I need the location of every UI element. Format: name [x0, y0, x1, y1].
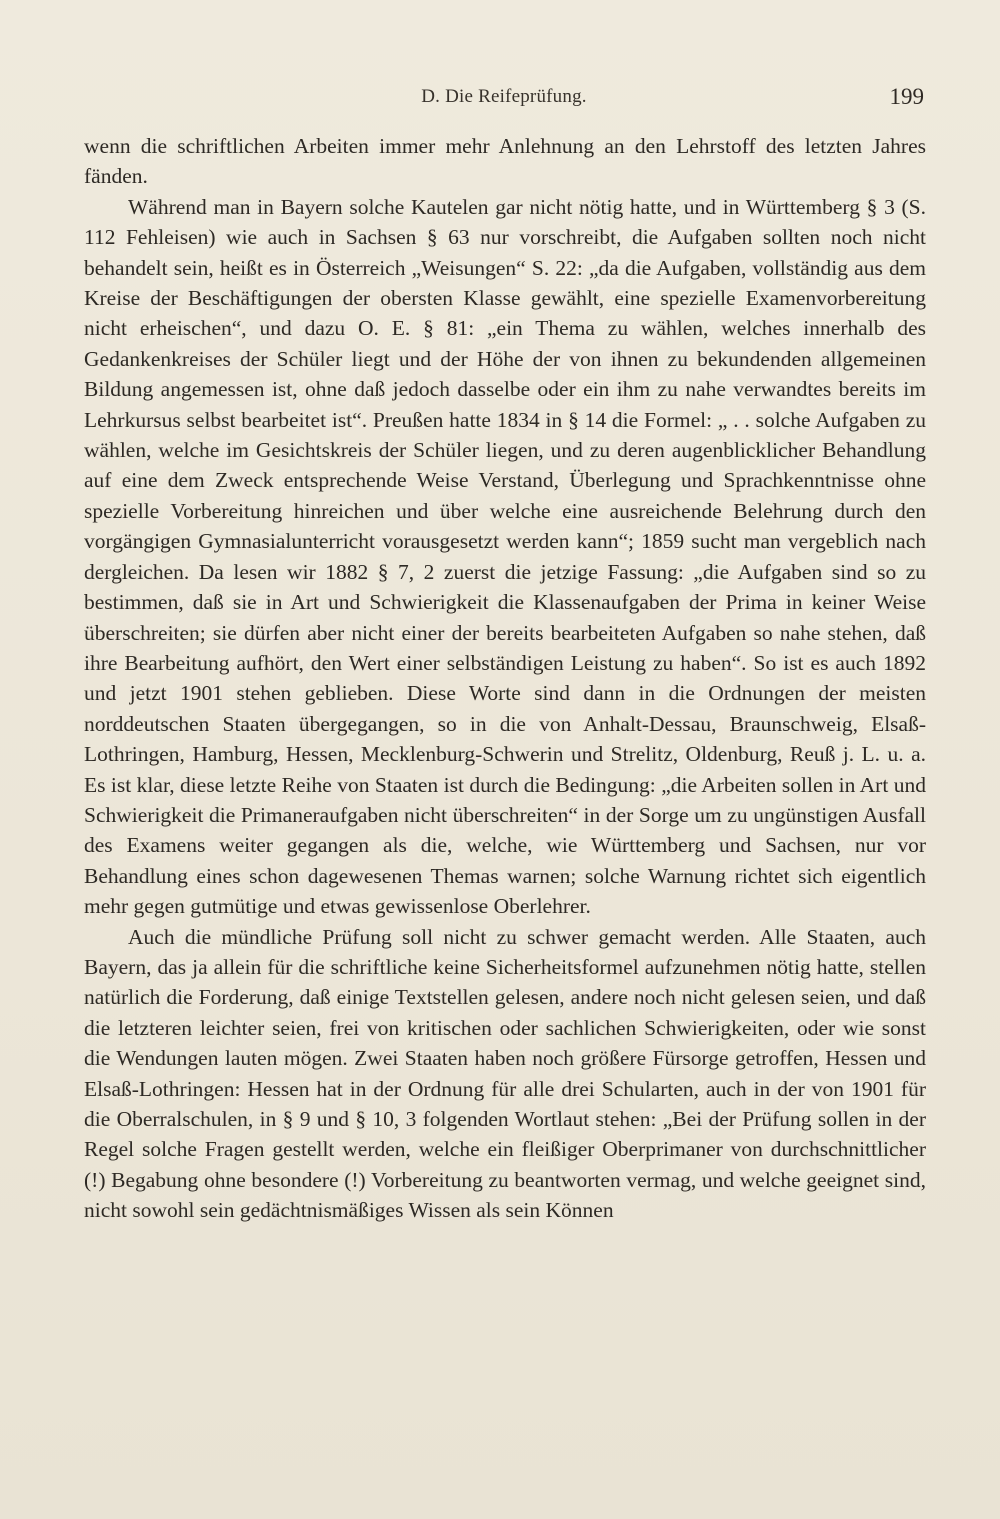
running-head	[84, 86, 924, 116]
page-number: 199	[889, 84, 924, 109]
running-head-title: D. Die Reifeprüfung.	[421, 86, 587, 107]
paragraph-continuation: wenn die schriftlichen Arbeiten immer mehr Anlehnung an den Lehrstoff des letzten Jahres fänden.	[84, 134, 926, 189]
paragraph: Auch die mündliche Prüfung soll nicht zu schwer gemacht werden. Alle Staaten, auch Bayern, das ja allein für die schriftliche keine Sicherheitsformel aufzunehmen nötig hatte, stellen natürlich die Forderung, daß einige Textstellen gelesen, andere noch nicht gelesen seien, und daß die letzteren leichter seien, frei von kritischen oder sachlichen Schwierigkeiten, oder wie sonst die Wendungen lauten mögen. Zwei Staaten haben noch größere Fürsorge getroffen, Hessen und Elsaß-Lothringen: Hessen hat in der Ordnung für alle drei Schularten, auch in der von 1901 für die Oberralschulen, in § 9 und § 10, 3 folgenden Wortlaut stehen: „Bei der Prüfung sollen in der Regel solche Fragen gestellt werden, welche ein fleißiger Oberprimaner von durchschnittlicher (!) Begabung ohne besondere (!) Vorbereitung zu beantworten vermag, und welche geeignet sind, nicht sowohl sein gedächtnismäßiges Wissen als sein Können	[84, 924, 926, 1223]
body-text	[84, 131, 926, 1226]
paragraph: Während man in Bayern solche Kautelen gar nicht nötig hatte, und in Württemberg § 3 (S. 112 Fehleisen) wie auch in Sachsen § 63 nur vorschreibt, die Aufgaben sollten noch nicht behandelt sein, heißt es in Österreich „Weisungen“ S. 22: „da die Aufgaben, vollständig aus dem Kreise der Beschäftigungen der obersten Klasse gewählt, eine spezielle Examenvorbereitung nicht erheischen“, und dazu O. E. § 81: „ein Thema zu wählen, welches innerhalb des Gedankenkreises der Schüler liegt und der Höhe der von ihnen zu bekundenden allgemeinen Bildung angemessen ist, ohne daß jedoch dasselbe oder ein ihm zu nahe verwandtes bereits im Lehrkursus selbst bearbeitet ist“. Preußen hatte 1834 in § 14 die Formel: „ . . solche Aufgaben zu wählen, welche im Gesichtskreis der Schüler liegen, und zu deren augenblicklicher Behandlung auf eine dem Zweck entsprechende Weise Verstand, Überlegung und Sprachkenntnisse ohne spezielle Vorbereitung hinreichen und über welche eine ausreichende Belehrung durch den vorgängigen Gymnasialunterricht vorausgesetzt werden kann“; 1859 sucht man vergeblich nach dergleichen. Da lesen wir 1882 § 7, 2 zuerst die jetzige Fassung: „die Aufgaben sind so zu bestimmen, daß sie in Art und Schwierigkeit die Klassenaufgaben der Prima in keiner Weise überschreiten; sie dürfen aber nicht einer der bereits bearbeiteten Aufgaben so nahe stehen, daß ihre Bearbeitung aufhört, den Wert einer selbständigen Leistung zu haben“. So ist es auch 1892 und jetzt 1901 stehen geblieben. Diese Worte sind dann in die Ordnungen der meisten norddeutschen Staaten übergegangen, so in die von Anhalt-Dessau, Braunschweig, Elsaß-Lothringen, Hamburg, Hessen, Mecklenburg-Schwerin und Strelitz, Oldenburg, Reuß j. L. u. a. Es ist klar, diese letzte Reihe von Staaten ist durch die Bedingung: „die Arbeiten sollen in Art und Schwierigkeit die Primaneraufgaben nicht überschreiten“ in der Sorge um zu ungünstigen Ausfall des Examens weiter gegangen als die, welche, wie Württemberg und Sachsen, nur vor Behandlung eines schon dagewesenen Themas warnen; solche Warnung richtet sich eigentlich mehr gegen gutmütige und etwas gewissenlose Oberlehrer.	[84, 194, 926, 919]
